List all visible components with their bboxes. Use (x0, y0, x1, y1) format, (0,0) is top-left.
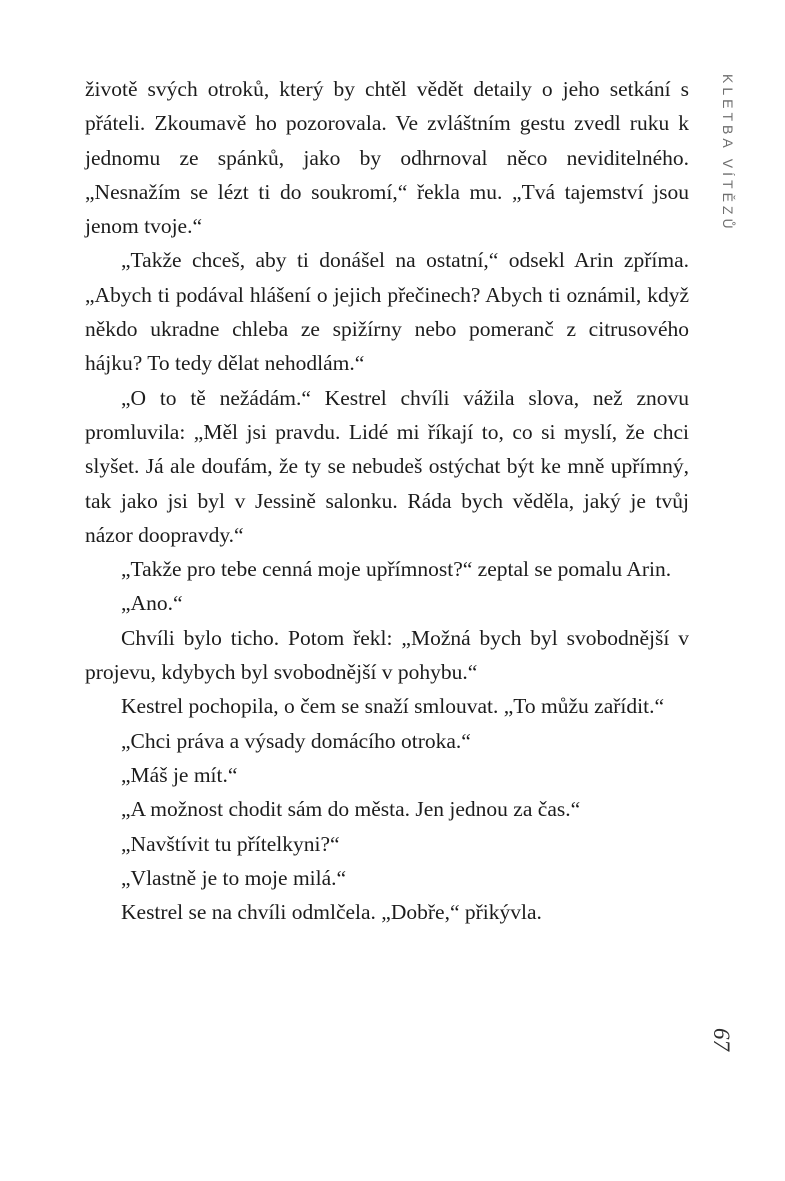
paragraph: životě svých otroků, který by chtěl vědět detaily o jeho setkání s přáteli. Zkoumavě ho pozorovala. Ve zvláštním gestu zvedl ruku k jednomu ze spánků, jako by odhrnoval něco neviditelného. „Nesnažím se lézt ti do soukromí,“ řekla mu. „Tvá tajemství jsou jenom tvoje.“ (85, 77, 689, 239)
page-text (85, 72, 689, 929)
paragraph: „O to tě nežádám.“ Kestrel chvíli vážila slova, než znovu promluvila: „Měl jsi pravdu. Lidé mi říkají to, co si myslí, že chci slyšet. Já ale doufám, že ty se nebudeš ostýchat být ke mně upřímný, tak jako jsi byl v Jessině salonku. Ráda bych věděla, jaký je tvůj názor doopravdy.“ (85, 385, 689, 547)
paragraph: Kestrel se na chvíli odmlčela. „Dobře,“ přikývla. (121, 900, 542, 925)
paragraph: „Ano.“ (121, 591, 183, 616)
paragraph: Kestrel pochopila, o čem se snaží smlouvat. „To můžu zařídit.“ (121, 694, 664, 719)
paragraph: „Chci práva a výsady domácího otroka.“ (121, 728, 471, 753)
paragraph: „Takže chceš, aby ti donášel na ostatní,“ odsekl Arin zpříma. „Abych ti podával hlášení o jejich přečinech? Abych ti oznámil, když někdo ukradne chleba ze spižírny nebo pomeranč z citrusového hájku? To tedy dělat nehodlám.“ (85, 248, 689, 376)
paragraph: „Takže pro tebe cenná moje upřímnost?“ zeptal se pomalu Arin. (121, 557, 672, 582)
page-number: 67 (709, 1028, 734, 1051)
paragraph: „Vlastně je to moje milá.“ (121, 865, 347, 890)
paragraph: „Máš je mít.“ (121, 762, 238, 787)
running-header: KLETBA VÍTĚZŮ (720, 74, 736, 233)
paragraph: „A možnost chodit sám do města. Jen jednou za čas.“ (121, 797, 581, 822)
paragraph: „Navštívit tu přítelkyni?“ (121, 831, 340, 856)
paragraph: Chvíli bylo ticho. Potom řekl: „Možná bych byl svobodnější v projevu, kdybych byl svobodnější v pohybu.“ (85, 625, 689, 685)
